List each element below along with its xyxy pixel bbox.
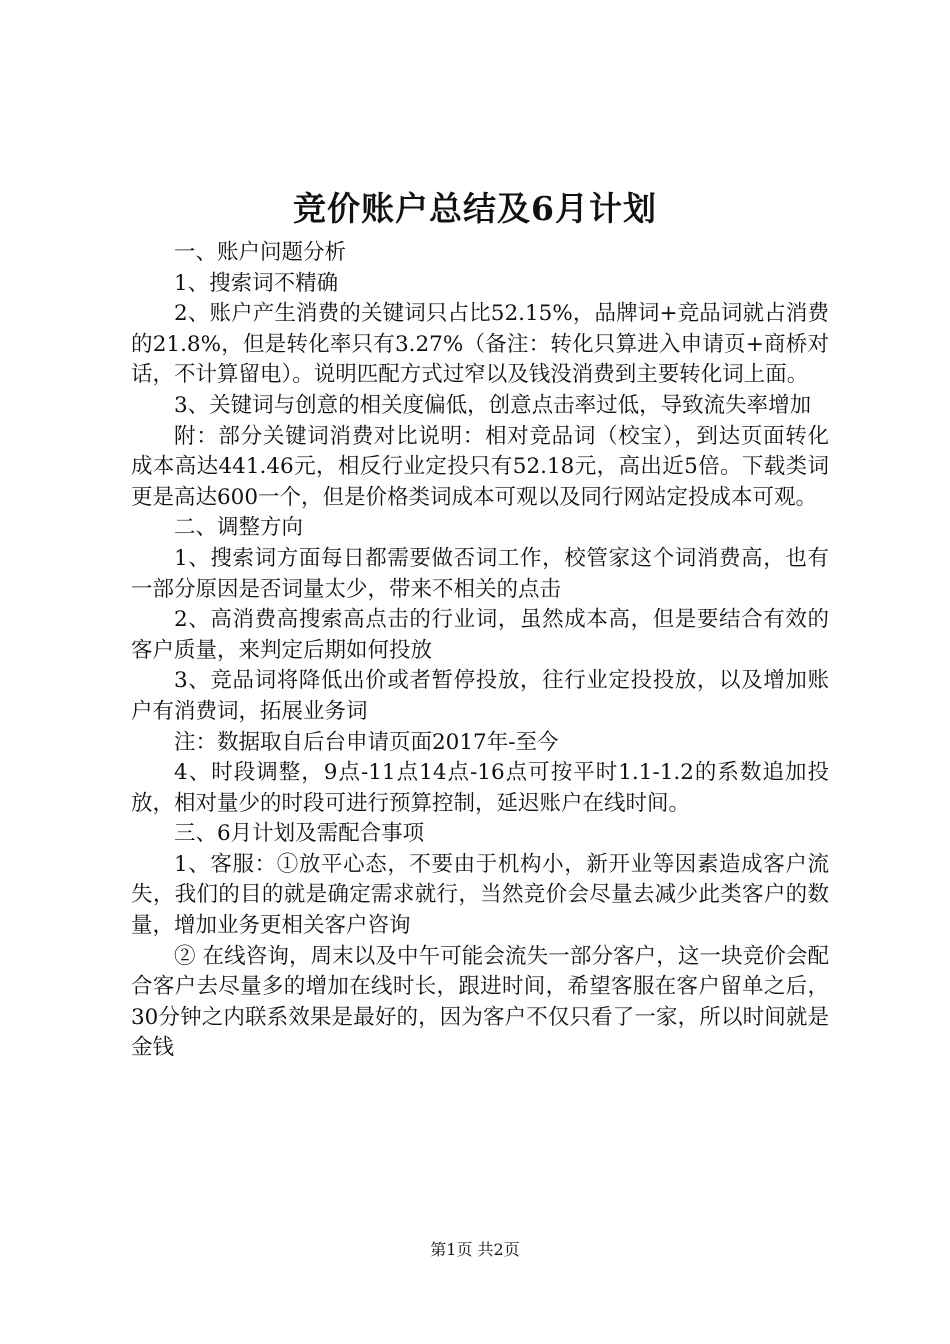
paragraph: 1、搜索词不精确 [174, 270, 339, 296]
paragraph: 1、客服：①放平心态，不要由于机构小，新开业等因素造成客户流失，我们的目的就是确定需求就行，当然竞价会尽量去减少此类客户的数量，增加业务更相关客户咨询 [131, 851, 829, 939]
paragraph: 附：部分关键词消费对比说明：相对竞品词（校宝），到达页面转化成本高达441.46元，相反行业定投只有52.18元，高出近5倍。下载类词更是高达600一个，但是价格类词成本可观以及同行网站定投成本可观。 [131, 423, 829, 510]
paragraph: 1、搜索词方面每日都需要做否词工作，校管家这个词消费高，也有一部分原因是否词量太少，带来不相关的点击 [131, 545, 829, 602]
paragraph: 4、时段调整，9点-11点14点-16点可按平时1.1-1.2的系数追加投放，相对量少的时段可进行预算控制，延迟账户在线时间。 [131, 760, 829, 816]
document-title: 竞价账户总结及6月计划 [293, 189, 657, 228]
page-footer: 第1页 共2页 [430, 1240, 520, 1259]
paragraph: 2、高消费高搜索高点击的行业词，虽然成本高，但是要结合有效的客户质量，来判定后期如何投放 [131, 607, 829, 663]
paragraph: 3、关键词与创意的相关度偏低，创意点击率过低，导致流失率增加 [174, 392, 812, 418]
section-heading: 一、账户问题分析 [174, 240, 347, 265]
section-heading: 二、调整方向 [174, 515, 304, 541]
document-body [131, 238, 829, 1064]
paragraph: 3、竞品词将降低出价或者暂停投放，往行业定投投放，以及增加账户有消费词，拓展业务词 [131, 668, 829, 724]
section-heading: 三、6月计划及需配合事项 [174, 821, 425, 847]
note: 注：数据取自后台申请页面2017年-至今 [174, 729, 559, 755]
paragraph: ② 在线咨询，周末以及中午可能会流失一部分客户，这一块竞价会配合客户去尽量多的增加在线时长，跟进时间，希望客服在客户留单之后，30分钟之内联系效果是最好的，因为客户不仅只看了一家，所以时间就是金钱 [131, 943, 829, 1061]
paragraph: 2、账户产生消费的关键词只占比52.15%，品牌词+竞品词就占消费的21.8%，但是转化率只有3.27%（备注：转化只算进入申请页+商桥对话，不计算留电）。说明匹配方式过窄以及钱没消费到主要转化词上面。 [131, 301, 829, 388]
